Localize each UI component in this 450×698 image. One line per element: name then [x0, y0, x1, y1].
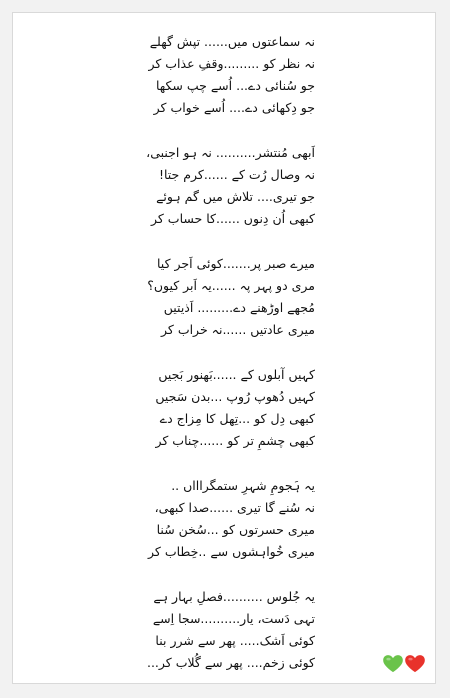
poem-line: نہ وصال رُت کے ......کرم جتا!: [158, 167, 315, 182]
poem-line: میری حسرتوں کو ...سُخن سُنا: [156, 522, 315, 537]
stanza: [115, 253, 315, 341]
poem-line: کہیں آبلوں کے ......بَھنور بَجیں: [158, 367, 315, 382]
poem-line: کہیں دُھوپ رُوپ ...بدن سَجیں: [155, 389, 315, 404]
stanza: [115, 475, 315, 563]
poem-line: نہ سماعتوں میں...... تپش گھلے: [149, 34, 315, 49]
stanza: [115, 142, 315, 230]
poem-line: کوئی اَشک..... پھر سے شرر بنا: [155, 633, 315, 648]
poem-line: کبھی دِل کو ...تِھل کا مِزاج دے: [159, 411, 315, 426]
stanza: [115, 586, 315, 674]
poem-line: میری خُواہشوں سے ..خِطاب کر: [148, 544, 315, 559]
poem-line: جو دِکھائی دے.... اُسے خواب کر: [153, 100, 315, 115]
poem-line: کبھی چشمِ تر کو ......چناب کر: [155, 433, 315, 448]
poem-line: نہ نظر کو .........وقفِ عذاب کر: [148, 56, 315, 71]
stanza: [115, 31, 315, 119]
poem-line: کوئی زخم.... پھر سے گُلاب کر...: [146, 655, 315, 670]
poem-line: کبھی اُن دِنوں ......کا حساب کر: [150, 211, 315, 226]
poem-line: یہ ہَجومِ شہرِ ستمگراااں ..: [171, 478, 315, 493]
poem-line: میرے صبر پر.......کوئی اَجر کیا: [157, 256, 315, 271]
stanza: [115, 364, 315, 452]
poem-line: یہ جُلوس ..........فصلِ بہار ہے: [153, 589, 315, 604]
poem-line: میری عادتیں ......نہ خراب کر: [161, 322, 315, 337]
red-heart-icon: [405, 655, 425, 673]
poem-line: تہی دَست، یار..........سجا اِسے: [152, 611, 315, 626]
poem-line: مُجھے اوڑھنے دے......... اَذیتیں: [163, 300, 315, 315]
emoji-hearts: [383, 655, 425, 673]
poem-line: جو تیری.... تلاش میں گم ہوئے: [156, 189, 315, 204]
poem-line: نہ سُنے گا تیری ......صدا کبھی،: [154, 500, 315, 515]
poem-line: اَبھی مُنتشر.......... نہ ہو اجنبی،: [146, 145, 315, 160]
green-heart-icon: [383, 655, 403, 673]
poem-card: [12, 12, 436, 684]
poem: [115, 31, 315, 697]
poem-line: مری دو پہر پہ ......یہ اَبر کیوں؟: [147, 278, 315, 293]
poem-line: جو سُنائی دے... اُسے چپ سکھا: [155, 78, 315, 93]
